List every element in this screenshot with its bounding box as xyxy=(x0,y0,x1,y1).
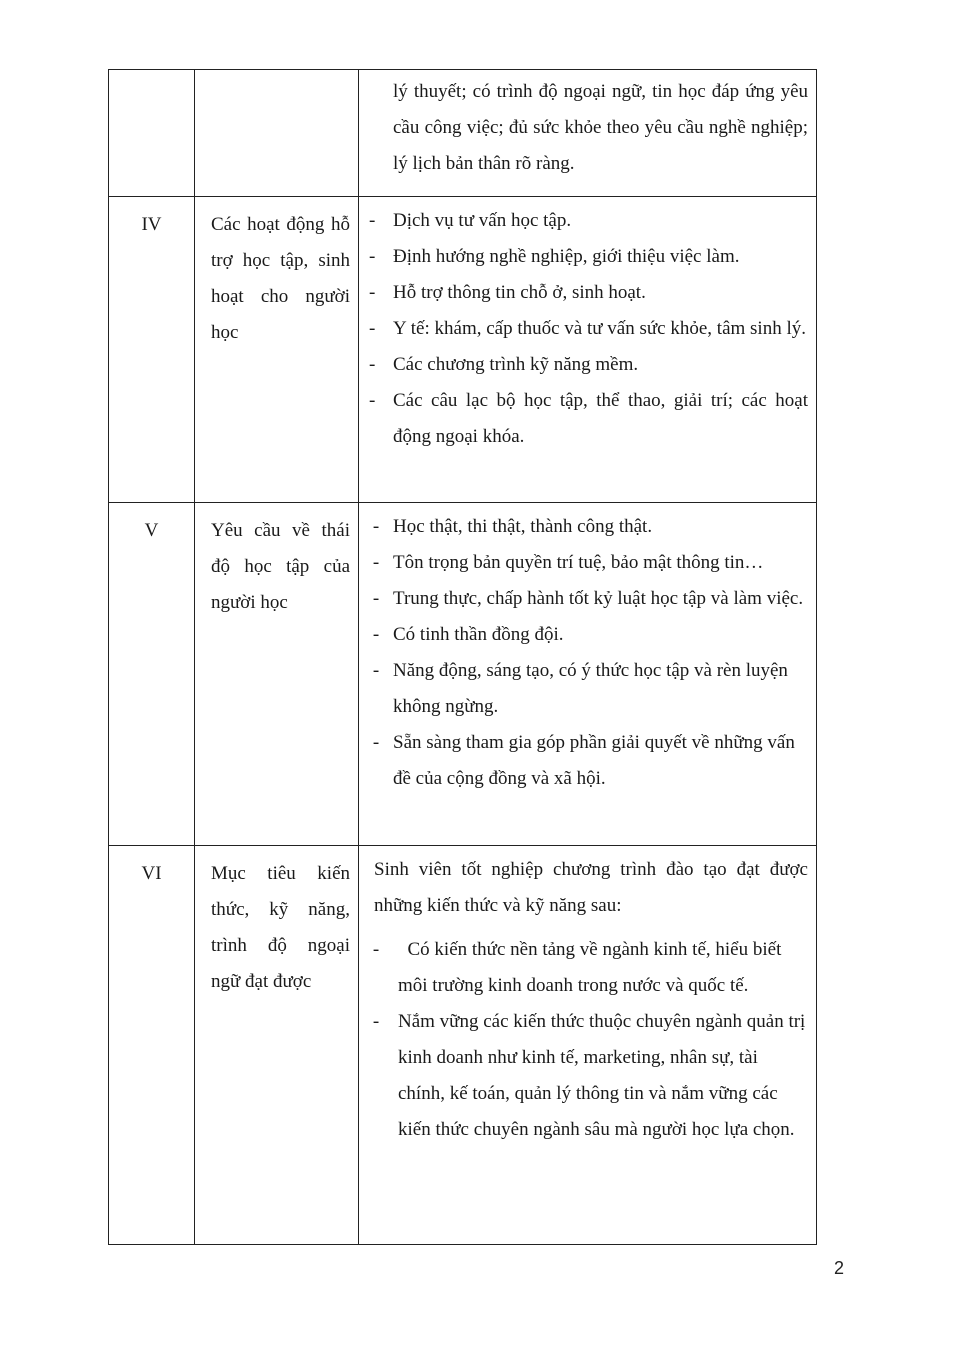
row-number-cell xyxy=(109,70,195,197)
list-item: - Sẵn sàng tham gia góp phần giải quyết về những vấn đề của cộng đồng và xã hội. xyxy=(369,725,808,797)
row-number: V xyxy=(109,503,195,846)
program-table xyxy=(108,69,817,1245)
list-item: - Các câu lạc bộ học tập, thể thao, giải trí; các hoạt động ngoại khóa. xyxy=(369,383,808,455)
row-title: Yêu cầu về thái độ học tập của người học xyxy=(211,520,350,613)
list-item: - Có kiến thức nền tảng về ngành kinh tế, hiểu biết môi trường kinh doanh trong nước và quốc tế. xyxy=(369,932,808,1004)
intro-text: Sinh viên tốt nghiệp chương trình đào tạo đạt được những kiến thức và kỹ năng sau: xyxy=(374,859,808,916)
bullet-dash: - xyxy=(372,624,380,645)
bullet-dash: - xyxy=(369,282,376,303)
row-number: VI xyxy=(109,846,195,1245)
row-title-cell xyxy=(195,70,359,197)
list-item: - Có tinh thần đồng đội. xyxy=(369,617,808,653)
row-content-cell xyxy=(359,197,817,503)
bullet-dash: - xyxy=(369,318,376,339)
table-row xyxy=(109,70,817,197)
list-item: - Năng động, sáng tạo, có ý thức học tập và rèn luyện không ngừng. xyxy=(369,653,808,725)
bullet-dash: - xyxy=(369,210,376,231)
list-item: - Các chương trình kỹ năng mềm. xyxy=(369,347,808,383)
continuation-text: lý thuyết; có trình độ ngoại ngữ, tin học đáp ứng yêu cầu công việc; đủ sức khỏe theo yêu cầu nghề nghiệp; lý lịch bản thân rõ ràng. xyxy=(393,81,808,174)
row-title-cell xyxy=(195,197,359,503)
bullet-dash: - xyxy=(372,1011,380,1032)
row-content-cell xyxy=(359,503,817,846)
bullet-dash: - xyxy=(369,390,376,411)
row-number: IV xyxy=(109,197,195,503)
list-item: - Y tế: khám, cấp thuốc và tư vấn sức khỏe, tâm sinh lý. xyxy=(369,311,808,347)
bullet-dash: - xyxy=(372,732,380,753)
row-content-cell xyxy=(359,70,817,197)
bullet-dash: - xyxy=(369,246,376,267)
bullet-dash: - xyxy=(369,354,376,375)
page-number: 2 xyxy=(834,1258,845,1278)
bullet-dash: - xyxy=(372,552,380,573)
list-item: - Hỗ trợ thông tin chỗ ở, sinh hoạt. xyxy=(369,275,808,311)
list-item: - Học thật, thi thật, thành công thật. xyxy=(369,509,808,545)
table-row xyxy=(109,503,817,846)
list-item: - Định hướng nghề nghiệp, giới thiệu việc làm. xyxy=(369,239,808,275)
bullet-dash: - xyxy=(372,588,380,609)
row-title: Các hoạt động hỗ trợ học tập, sinh hoạt cho người học xyxy=(211,214,350,343)
row-title-cell xyxy=(195,503,359,846)
list-item: - Dịch vụ tư vấn học tập. xyxy=(369,203,808,239)
bullet-dash: - xyxy=(372,516,380,537)
row-title: Mục tiêu kiến thức, kỹ năng, trình độ ngoại ngữ đạt được xyxy=(211,863,350,992)
table-row xyxy=(109,846,817,1245)
row-content-cell xyxy=(359,846,817,1245)
list-item: - Trung thực, chấp hành tốt kỷ luật học tập và làm việc. xyxy=(369,581,808,617)
row-title-cell xyxy=(195,846,359,1245)
list-item: - Nắm vững các kiến thức thuộc chuyên ngành quản trị kinh doanh như kinh tế, marketing, nhân sự, tài chính, kế toán, quản lý thông tin và nắm vững các kiến thức chuyên ngành sâu mà người học lựa chọn. xyxy=(369,1004,808,1148)
bullet-dash: - xyxy=(372,660,380,681)
table-row xyxy=(109,197,817,503)
bullet-dash: - xyxy=(372,939,380,960)
list-item: - Tôn trọng bản quyền trí tuệ, bảo mật thông tin… xyxy=(369,545,808,581)
